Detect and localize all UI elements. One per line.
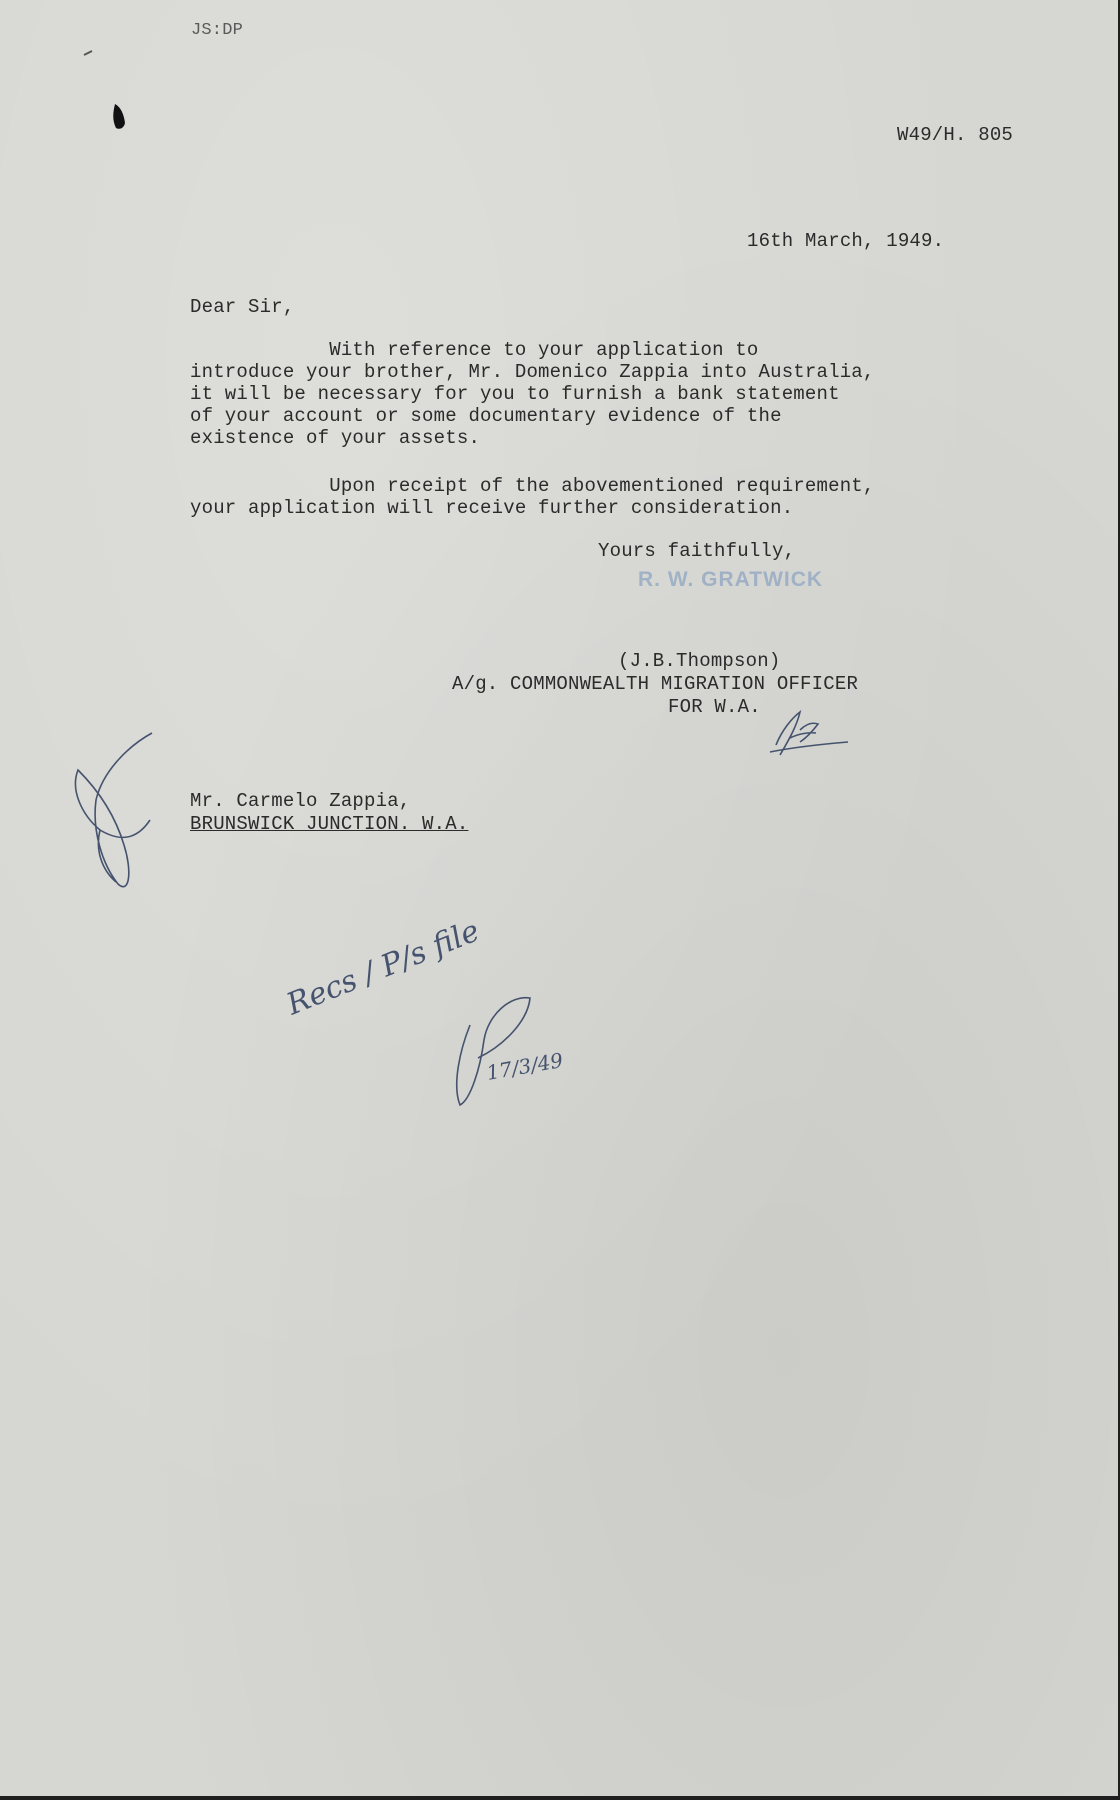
name-stamp: R. W. GRATWICK (638, 568, 824, 591)
typist-reference: JS:DP (191, 21, 244, 40)
ink-blot-mark (113, 104, 125, 129)
handwritten-date: 17/3/49 (484, 1047, 565, 1085)
signatory-title: A/g. COMMONWEALTH MIGRATION OFFICER (452, 673, 859, 695)
body-paragraph-1: With reference to your application to introduce your brother, Mr. Domenico Zappia into Australia, it will be necessary for you to furnish a bank statement of your account or some documentary evidence of the existence of your assets. (190, 339, 875, 449)
note-signature-mark (457, 998, 530, 1105)
pencil-tick-mark (84, 51, 92, 55)
salutation: Dear Sir, (190, 296, 295, 318)
body-paragraph-2: Upon receipt of the abovementioned requirement, your application will receive further consideration. (190, 475, 875, 519)
signatory-name: (J.B.Thompson) (618, 650, 781, 672)
page-edge-bottom (0, 1796, 1120, 1800)
file-reference: W49/H. 805 (897, 124, 1014, 146)
addressee-address: BRUNSWICK JUNCTION. W.A. (190, 813, 469, 835)
closing: Yours faithfully, (598, 540, 796, 562)
initials-mark (770, 712, 848, 755)
margin-flourish-mark (75, 733, 152, 887)
svg-text:Recs / P/s file: Recs / P/s file (281, 913, 485, 1023)
addressee-name: Mr. Carmelo Zappia, (190, 790, 411, 812)
letter-date: 16th March, 1949. (747, 230, 945, 252)
handwritten-note (281, 913, 484, 1022)
signatory-region: FOR W.A. (668, 696, 761, 718)
